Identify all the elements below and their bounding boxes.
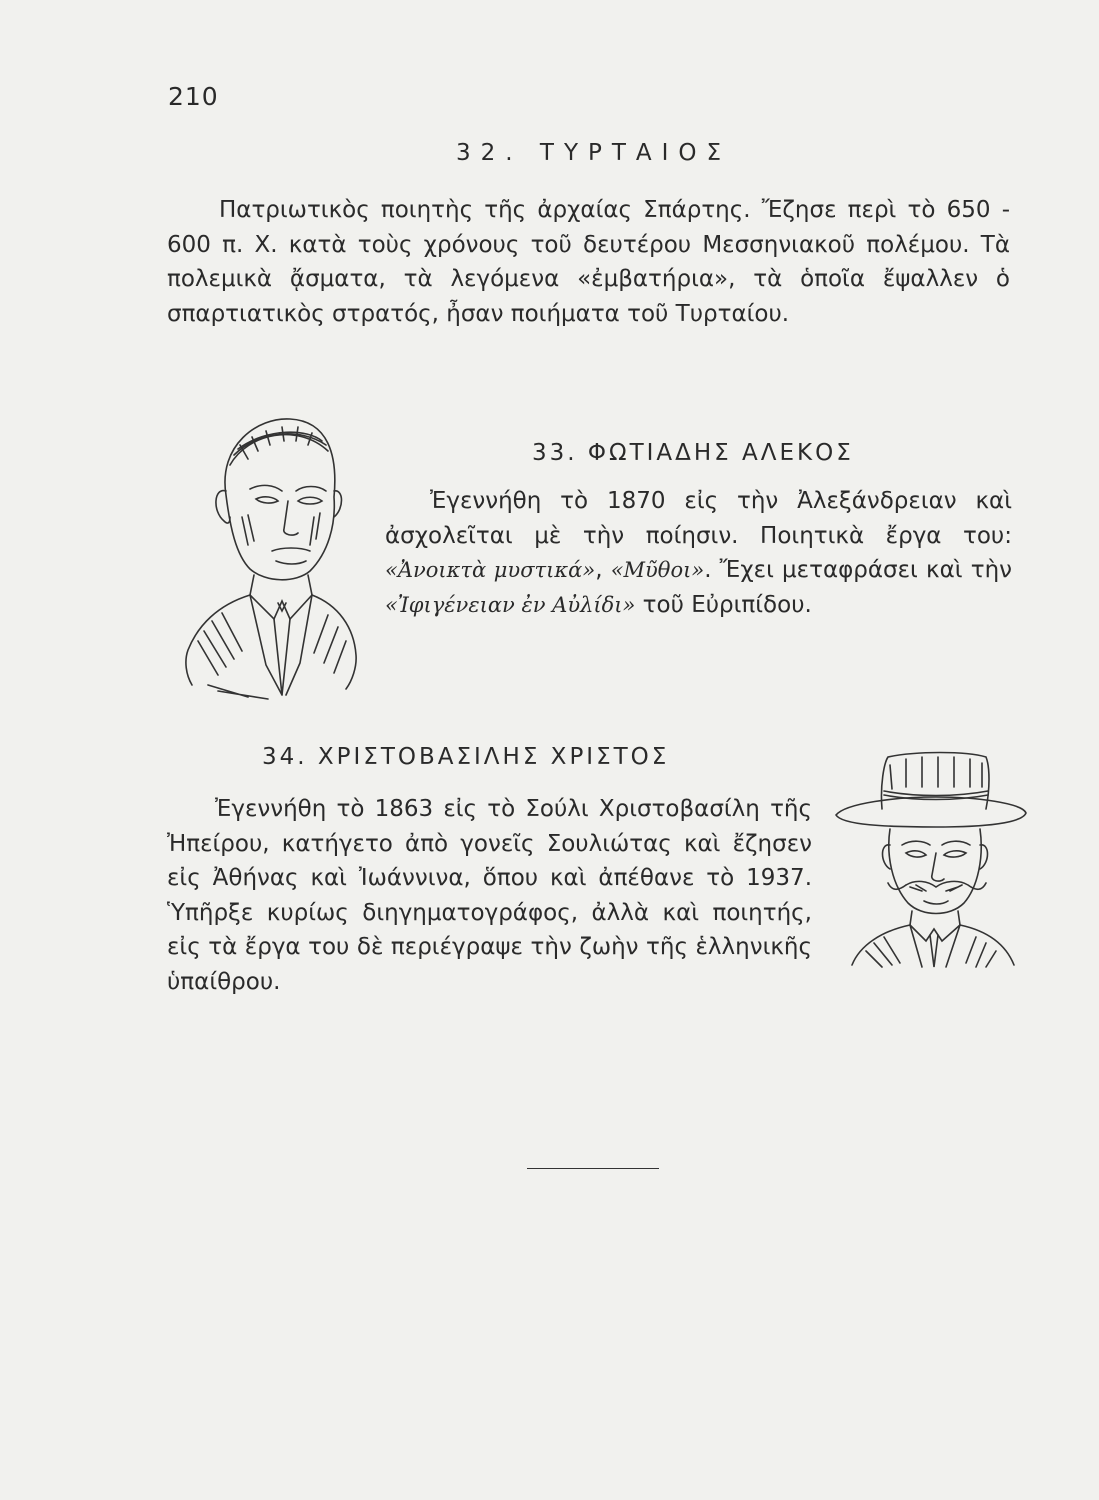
entry-32-text: [167, 193, 1010, 331]
section-divider: [527, 1168, 659, 1169]
entry-33-text: [385, 484, 1012, 622]
entry-33-text-part: ,: [595, 557, 611, 583]
entry-33-text-part: Ἐγεννήθη τὸ 1870 εἰς τὴν Ἀλεξάνδρειαν καὶ ἀσχολεῖται μὲ τὴν ποίησιν. Ποιητικὰ ἔργα του:: [385, 488, 1012, 549]
entry-34-text: [167, 792, 812, 999]
entry-33-text-part: . Ἔχει μεταφράσει καὶ τὴν: [704, 557, 1012, 583]
page-number: 210: [168, 82, 219, 111]
entry-32-heading: 32. ΤΥΡΤΑΙΟΣ: [456, 140, 732, 166]
entry-33-heading: 33. ΦΩΤΙΑΔΗΣ ΑΛΕΚΟΣ: [532, 440, 854, 466]
entry-34-heading: 34. ΧΡΙΣΤΟΒΑΣΙΛΗΣ ΧΡΙΣΤΟΣ: [262, 744, 670, 770]
portrait-fotiadis-icon: [178, 405, 378, 700]
portrait-christovasilis-icon: [826, 745, 1034, 970]
entry-33-text-part: τοῦ Εὐριπίδου.: [635, 591, 812, 618]
work-title-mythoi: «Μῦθοι»: [610, 558, 705, 582]
entry-32-text-body: Πατριωτικὸς ποιητὴς τῆς ἀρχαίας Σπάρτης. Ἔζησε περὶ τὸ 650 - 600 π. Χ. κατὰ τοὺς χρόνους τοῦ δευτέρου Μεσσηνιακοῦ πολέμου. Τὰ πολεμικὰ ᾄσματα, τὰ λεγόμενα «ἐμβατήρια», τὰ ὁποῖα ἔψαλλεν ὁ σπαρτιατικὸς στρατός, ἦσαν ποιήματα τοῦ Τυρταίου.: [167, 197, 1010, 327]
entry-34-text-body: Ἐγεννήθη τὸ 1863 εἰς τὸ Σούλι Χριστοβασίλη τῆς Ἠπείρου, κατήγετο ἀπὸ γονεῖς Σουλιώτας καὶ ἔζησεν εἰς Ἀθήνας καὶ Ἰωάννινα, ὅπου καὶ ἀπέθανε τὸ 1937. Ὑπῆρξε κυρίως διηγηματογράφος, ἀλλὰ καὶ ποιητής, εἰς τὰ ἔργα του δὲ περιέγραψε τὴν ζωὴν τῆς ἑλληνικῆς ὑπαίθρου.: [167, 796, 812, 995]
work-title-ifigeneia: «Ἰφιγένειαν ἐν Αὐλίδι»: [385, 592, 636, 617]
work-title-anoikta-mystika: «Ἀνοικτὰ μυστικά»: [385, 558, 596, 582]
